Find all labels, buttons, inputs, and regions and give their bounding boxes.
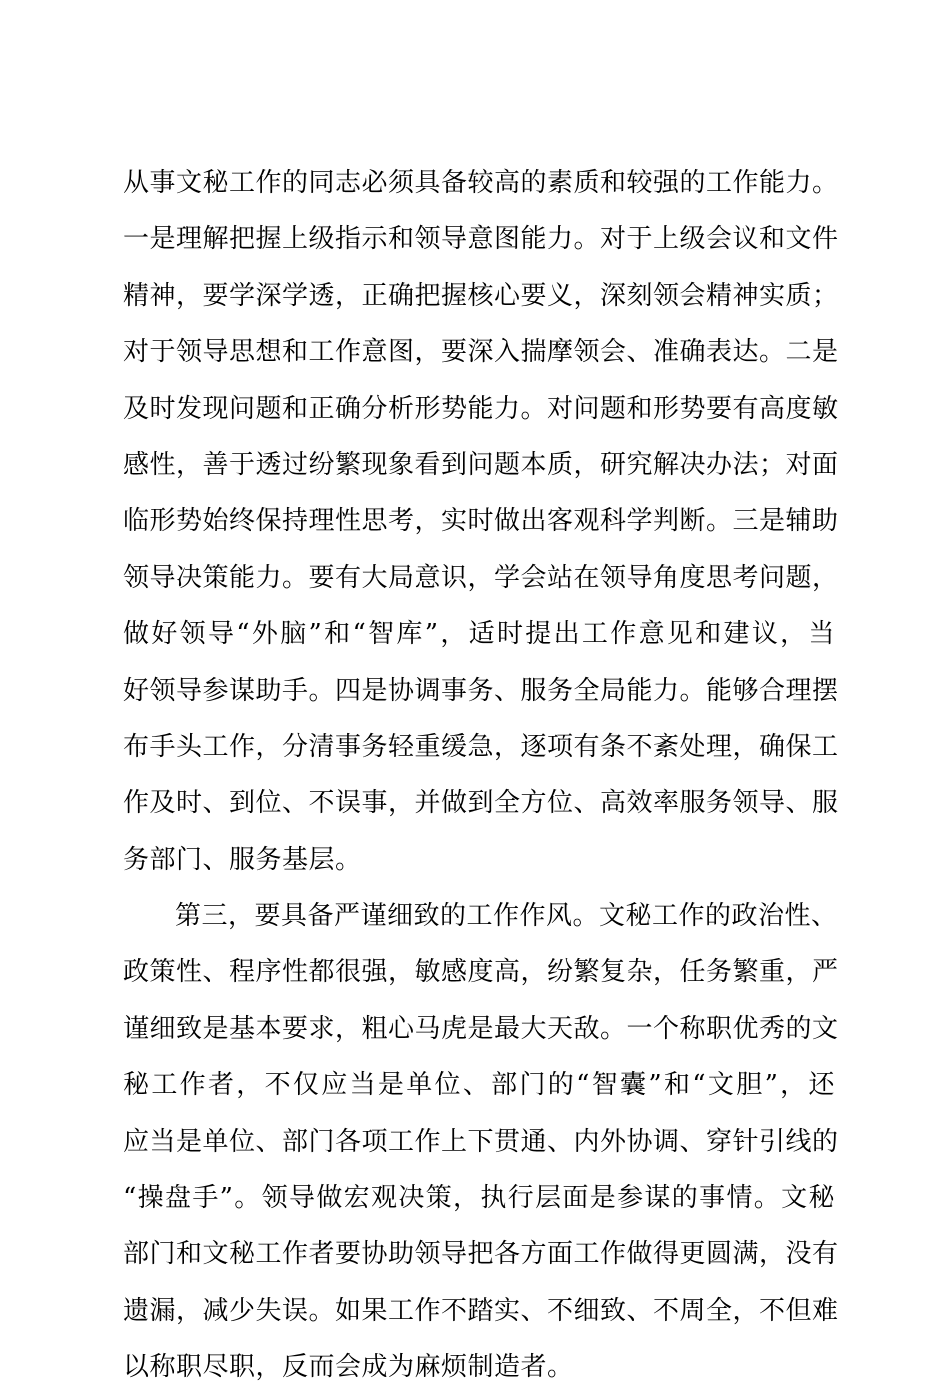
text-line: 一是理解把握上级指示和领导意图能力。对于上级会议和文件 bbox=[123, 224, 839, 255]
text-line: 布手头工作，分清事务轻重缓急，逐项有条不紊处理，确保工 bbox=[123, 731, 839, 762]
text-line: 好领导参谋助手。四是协调事务、服务全局能力。能够合理摆 bbox=[123, 675, 839, 706]
text-line: 及时发现问题和正确分析形势能力。对问题和形势要有高度敏 bbox=[123, 393, 839, 424]
text-line: 感性，善于透过纷繁现象看到问题本质，研究解决办法；对面 bbox=[123, 449, 839, 480]
document-body bbox=[123, 155, 839, 1396]
paragraph-1 bbox=[123, 155, 839, 888]
text-line: 临形势始终保持理性思考，实时做出客观科学判断。三是辅助 bbox=[123, 506, 839, 537]
text-line: 做好领导“外脑”和“智库”，适时提出工作意见和建议，当 bbox=[123, 619, 835, 650]
text-line: 应当是单位、部门各项工作上下贯通、内外协调、穿针引线的 bbox=[123, 1126, 839, 1157]
text-line: 精神，要学深学透，正确把握核心要义，深刻领会精神实质； bbox=[123, 280, 839, 311]
text-line: 遗漏，减少失误。如果工作不踏实、不细致、不周全，不但难 bbox=[123, 1295, 839, 1326]
text-line: 领导决策能力。要有大局意识，学会站在领导角度思考问题， bbox=[123, 562, 839, 593]
text-line: 部门和文秘工作者要协助领导把各方面工作做得更圆满，没有 bbox=[123, 1239, 839, 1270]
text-line: 对于领导思想和工作意图，要深入揣摩领会、准确表达。二是 bbox=[123, 337, 839, 368]
text-line: 作及时、到位、不误事，并做到全方位、高效率服务领导、服 bbox=[123, 788, 839, 819]
text-line: 第三，要具备严谨细致的工作作风。文秘工作的政治性、 bbox=[175, 901, 838, 932]
text-line: “操盘手”。领导做宏观决策，执行层面是参谋的事情。文秘 bbox=[123, 1183, 835, 1214]
text-line: 务部门、服务基层。 bbox=[123, 844, 362, 875]
text-line: 秘工作者，不仅应当是单位、部门的“智囊”和“文胆”，还 bbox=[123, 1070, 835, 1101]
text-line: 从事文秘工作的同志必须具备较高的素质和较强的工作能力。 bbox=[123, 168, 839, 198]
text-line: 以称职尽职，反而会成为麻烦制造者。 bbox=[123, 1352, 574, 1383]
paragraph-2 bbox=[123, 888, 839, 1396]
text-line: 谨细致是基本要求，粗心马虎是最大天敌。一个称职优秀的文 bbox=[123, 1013, 839, 1044]
text-line: 政策性、程序性都很强，敏感度高，纷繁复杂，任务繁重，严 bbox=[123, 957, 839, 988]
